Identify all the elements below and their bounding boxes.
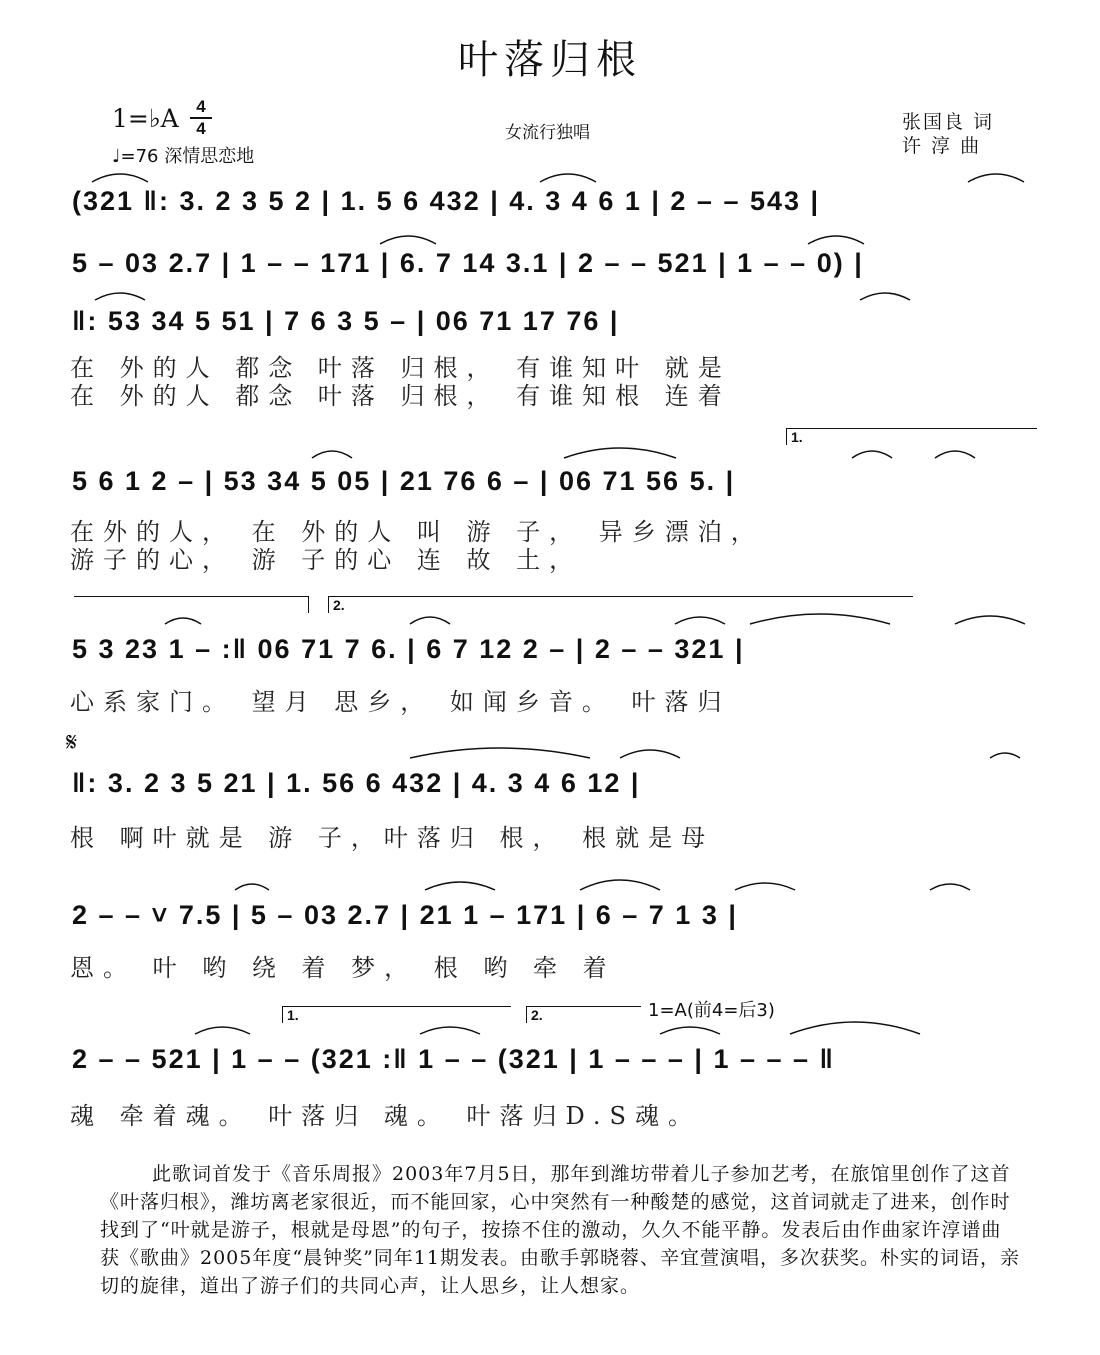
system-4-notes: 5 6 1 2 – | 53 34 5 05 | 21 76 6 – | 06 71 56 5. | bbox=[72, 466, 736, 496]
system-6-notes: ‖: 3. 2 3 5 21 | 1. 56 6 432 | 4. 3 4 6 12 | bbox=[72, 768, 641, 798]
coda-volta-2: 2. bbox=[526, 1006, 641, 1023]
song-title: 叶落归根 bbox=[458, 37, 642, 83]
system-6-lyrics-1: 根 啊叶就是 游 子，叶落归 根， 根就是母 bbox=[70, 824, 715, 852]
coda-volta-1: 1. bbox=[282, 1006, 511, 1023]
system-3-notes: ‖: 53 34 5 51 | 7 6 3 5 – | 06 71 17 76 | bbox=[72, 306, 620, 336]
system-7-notes: 2 – – ˅ 7.5 | 5 – 03 2.7 | 21 1 – 171 | 6 – 7 1 3 | bbox=[72, 900, 738, 930]
composer: 许 淳 曲 bbox=[902, 135, 982, 157]
system-1-notes: (321 ‖: 3. 2 3 5 2 | 1. 5 6 432 | 4. 3 4 6 1 | 2 – – 543 | bbox=[72, 186, 821, 216]
lyricist: 张国良 词 bbox=[902, 111, 995, 133]
key-signature: 1=♭A bbox=[112, 104, 179, 133]
system-3-lyrics-1: 在 外的人 都念 叶落 归根， 有谁知叶 就是 bbox=[70, 354, 731, 382]
system-3-lyrics-2: 在 外的人 都念 叶落 归根， 有谁知根 连着 bbox=[70, 382, 731, 410]
background-note: 此歌词首发于《音乐周报》2003年7月5日，那年到潍坊带着儿子参加艺考，在旅馆里创作了这首《叶落归根》，潍坊离老家很近，而不能回家，心中突然有一种酸楚的感觉，这首词就走了进来，创作时找到了“叶就是游子，根就是母恩”的句子，按捺不住的激动，久久不能平静。发表后由作曲家许淳谱曲获《歌曲》2005年度“晨钟奖”同年11期发表。由歌手郭晓蓉、辛宜萱演唱，多次获奖。朴实的词语，亲切的旋律，道出了游子们的共同心声，让人思乡，让人想家。 bbox=[100, 1163, 1020, 1297]
system-5-lyrics-1: 心系家门。 望月 思乡， 如闻乡音。 叶落归 bbox=[70, 688, 731, 716]
time-top: 4 bbox=[196, 97, 206, 116]
system-4-lyrics-2: 游子的心， 游 子的心 连 故 土， bbox=[70, 546, 583, 574]
volta-2-bracket: 2. bbox=[328, 596, 913, 613]
segno-icon: 𝄋 bbox=[66, 728, 78, 758]
system-8-lyrics-1: 魂 牵着魂。 叶落归 魂。 叶落归D.S魂。 bbox=[70, 1102, 701, 1130]
volta-1-bracket: 1. bbox=[786, 428, 1037, 445]
system-4-lyrics-1: 在外的人， 在 外的人 叫 游 子， 异乡漂泊， bbox=[70, 518, 764, 546]
tempo-marking: ♩=76 深情思恋地 bbox=[112, 146, 255, 167]
slur-1 bbox=[92, 174, 148, 182]
time-bottom: 4 bbox=[196, 119, 206, 138]
system-7-lyrics-1: 恩。 叶 哟 绕 着 梦， 根 哟 牵 着 bbox=[70, 954, 616, 982]
modulation-mark: 1=A(前4=后3) bbox=[648, 1000, 775, 1021]
performer: 女流行独唱 bbox=[505, 123, 590, 143]
system-8-notes: 2 – – 521 | 1 – – (321 :‖ 1 – – (321 | 1 – – – | 1 – – – ‖ bbox=[72, 1044, 835, 1074]
system-5-notes: 5 3 23 1 – :‖ 06 71 7 6. | 6 7 12 2 – | 2 – – 321 | bbox=[72, 634, 745, 664]
system-2-notes: 5 – 03 2.7 | 1 – – 171 | 6. 7 14 3.1 | 2 – – 521 | 1 – – 0) | bbox=[72, 248, 864, 278]
